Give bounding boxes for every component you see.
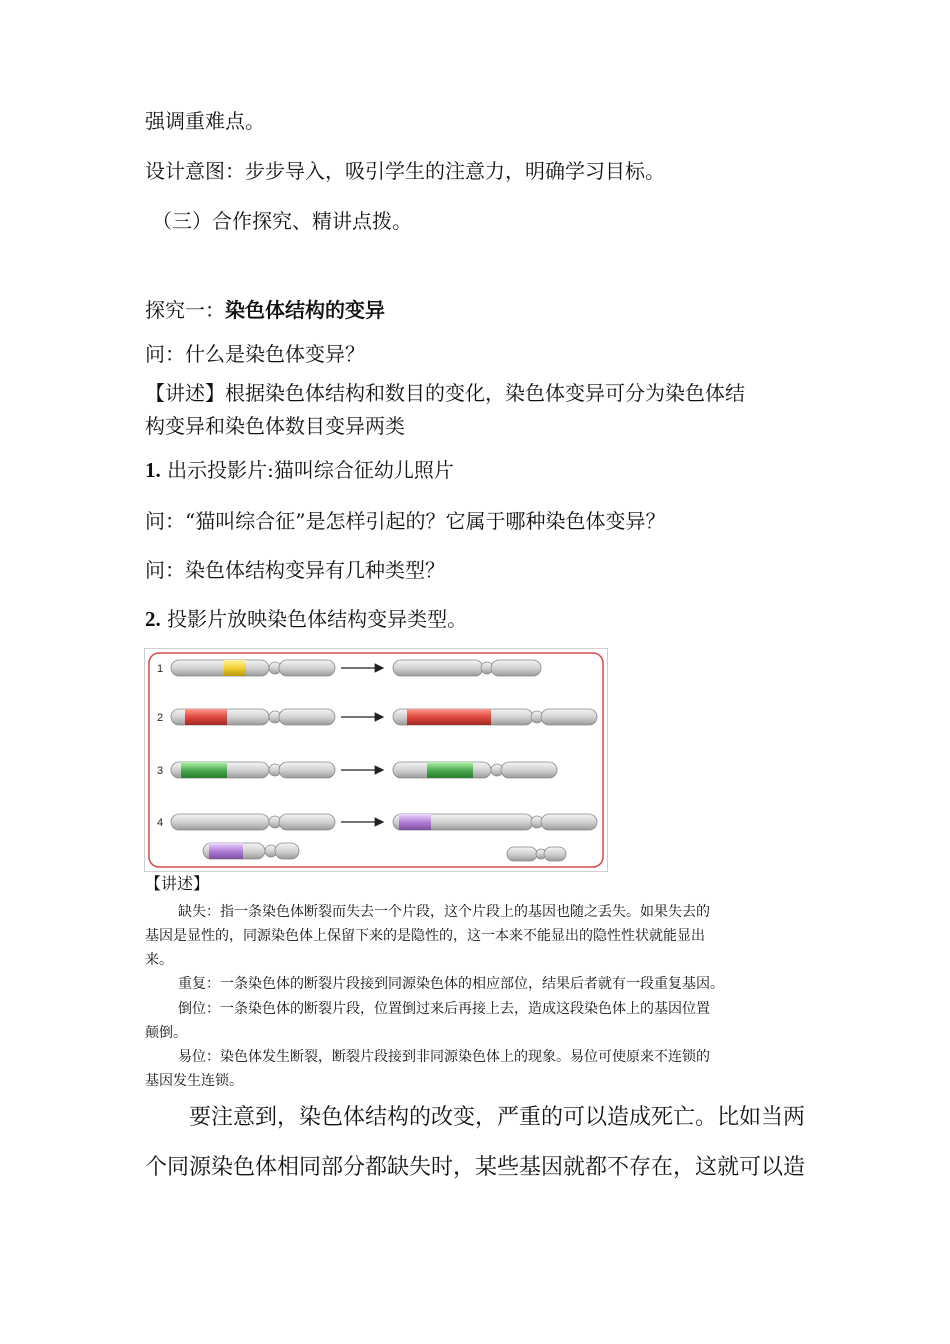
explore-heading: [145, 296, 385, 324]
item-2-text: 投影片放映染色体结构变异类型。: [160, 607, 468, 631]
item-1-text: 出示投影片:猫叫综合征幼儿照片: [160, 458, 454, 482]
row-2-after: [393, 709, 597, 725]
row-label-4: 4: [157, 817, 164, 829]
row-label-3: 3: [157, 765, 164, 777]
note-deletion-c: 来。: [145, 952, 173, 968]
intro-line-2: 设计意图：步步导入，吸引学生的注意力，明确学习目标。: [145, 159, 665, 183]
row-3-after: [393, 762, 557, 778]
note-translocation-a: 易位：染色体发生断裂，断裂片段接到非同源染色体上的现象。易位可使原来不连锁的: [178, 1049, 710, 1065]
row-1-after: [393, 660, 541, 676]
row-1-before: [171, 660, 335, 676]
row-label-1: 1: [157, 663, 164, 675]
row-3-before: [171, 762, 335, 778]
figure-border: [149, 653, 603, 867]
row-4-small-before: [203, 843, 299, 859]
explore-title: 染色体结构的变异: [225, 298, 385, 322]
item-1-number: 1.: [145, 458, 161, 482]
item-2: [145, 605, 467, 633]
notes-heading: 【讲述】: [145, 874, 210, 893]
lecture-line-a: 【讲述】根据染色体结构和数目的变化，染色体变异可分为染色体结: [145, 381, 745, 405]
intro-line-3: （三）合作探究、精讲点拨。: [152, 209, 412, 233]
lecture-line-b: 构变异和染色体数目变异两类: [145, 414, 405, 438]
note-duplication: 重复：一条染色体的断裂片段接到同源染色体的相应部位，结果后者就有一段重复基因。: [178, 976, 724, 992]
item-1: [145, 456, 454, 484]
question-2: 问：“猫叫综合征”是怎样引起的？它属于哪种染色体变异？: [145, 509, 666, 533]
closing-line-2: 个同源染色体相同部分都缺失时，某些基因就都不存在，这就可以造: [145, 1155, 806, 1180]
note-deletion-a: 缺失：指一条染色体断裂而失去一个片段，这个片段上的基因也随之丢失。如果失去的: [178, 904, 710, 920]
intro-line-1: 强调重难点。: [145, 109, 265, 133]
row-4-small-after: [507, 847, 566, 861]
row-4-before: [171, 814, 335, 830]
chromosome-variation-figure: [144, 648, 608, 872]
note-translocation-b: 基因发生连锁。: [145, 1073, 243, 1089]
note-inversion-a: 倒位：一条染色体的断裂片段，位置倒过来后再接上去，造成这段染色体上的基因位置: [178, 1001, 710, 1017]
item-2-number: 2.: [145, 607, 161, 631]
question-3: 问：染色体结构变异有几种类型？: [145, 558, 445, 582]
explore-prefix: 探究一：: [145, 298, 225, 322]
row-2-before: [171, 709, 335, 725]
closing-line-1: 要注意到，染色体结构的改变，严重的可以造成死亡。比如当两: [189, 1105, 806, 1130]
note-deletion-b: 基因是显性的，同源染色体上保留下来的是隐性的，这一本来不能显出的隐性性状就能显出: [145, 928, 705, 944]
note-inversion-b: 颠倒。: [145, 1025, 187, 1041]
row-4-after: [393, 814, 597, 830]
question-1: 问：什么是染色体变异？: [145, 342, 365, 366]
chromosome-diagram: [145, 649, 607, 871]
row-label-2: 2: [157, 712, 164, 724]
